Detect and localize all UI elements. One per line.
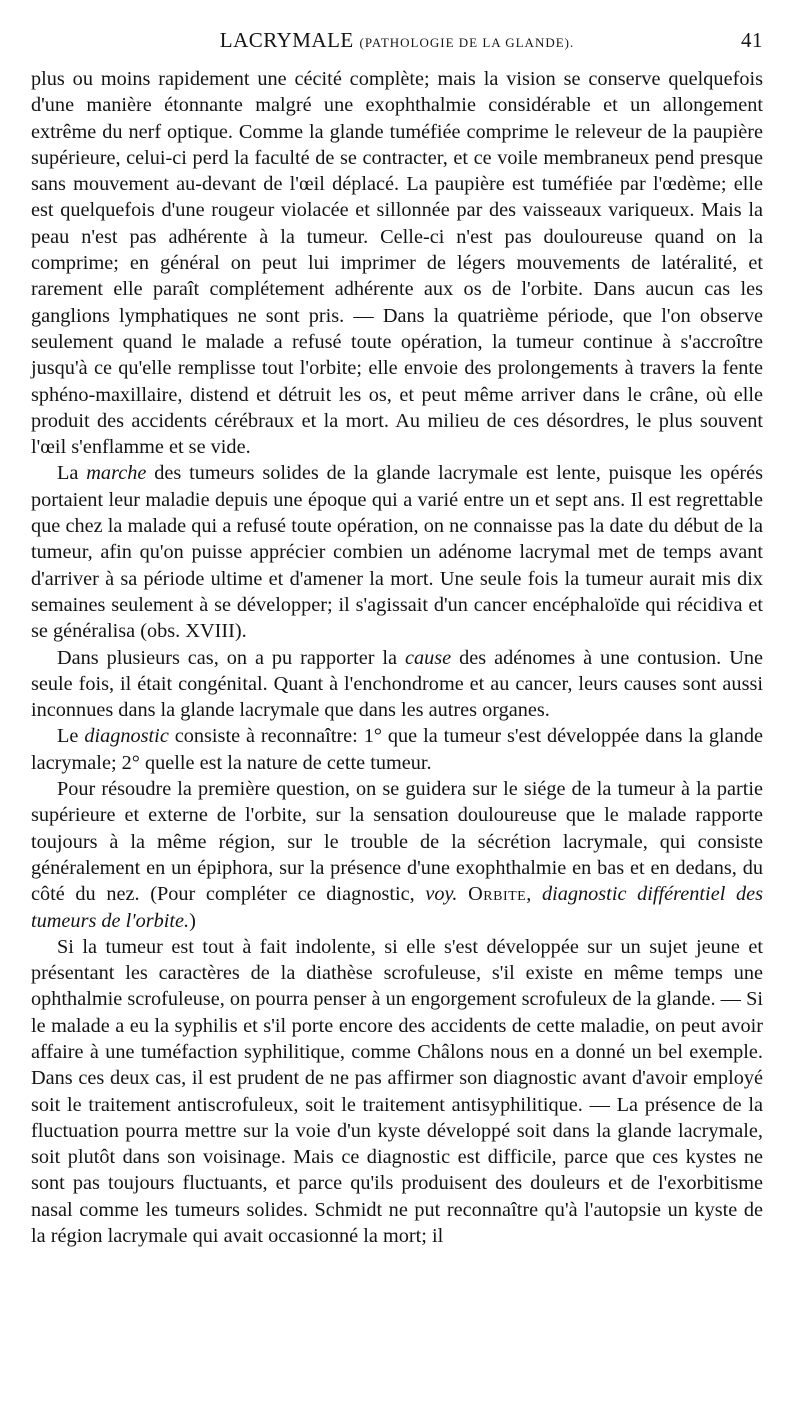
- header-title: LACRYMALE: [219, 28, 354, 52]
- emphasis-marche: marche: [86, 462, 147, 485]
- running-header: [31, 28, 763, 54]
- paragraph-1: plus ou moins rapidement une cécité complète; mais la vision se conserve quelquefois d'une manière étonnante malgré une exophthalmie considérable et un allongement extrême du nerf optique. Comme la glande tuméfiée comprime le releveur de la paupière supérieure, celui-ci perd la faculté de se contracter, et ce voile membraneux pend presque sans mouvement au-devant de l'œil déplacé. La paupière est tuméfiée par l'œdème; elle est quelquefois d'une rougeur violacée et sillonnée par des vaisseaux variqueux. Mais la peau n'est pas adhérente à la tumeur. Celle-ci n'est pas douloureuse quand on la comprime; en général on peut lui imprimer de légers mouvements de latéralité, et rarement elle paraît complétement adhérente aux os de l'orbite. Dans aucun cas les ganglions lymphatiques ne sont pris. — Dans la quatrième période, que l'on observe seulement quand le malade a refusé toute opération, la tumeur continue à s'accroître jusqu'à ce qu'elle remplisse tout l'orbite; elle envoie des prolongements à travers la fente sphéno-maxillaire, distend et détruit les os, et peut même arriver dans le crâne, où elle produit des accidents cérébraux et la mort. Au milieu de ces désordres, le plus souvent l'œil s'enflamme et se vide.: [31, 68, 763, 459]
- emphasis-diagnostic-differentiel: diagnostic différentiel des tumeurs de l'orbite.: [31, 883, 764, 932]
- paragraph-2: La marche des tumeurs solides de la glande lacrymale est lente, puisque les opérés portaient leur maladie depuis une époque qui a varié entre un et sept ans. Il est regrettable que chez la malade qui a refusé toute opération, on ne connaisse pas la date du début de la tumeur, afin qu'on puisse apprécier combien un adénome lacrymal met de temps avant d'arriver à sa période ultime et d'amener la mort. Une seule fois la tumeur aurait mis dix semaines seulement à se développer; il s'agissait d'un cancer encéphaloïde qui récidiva et se généralisa (obs. XVIII).: [31, 462, 763, 643]
- emphasis-diagnostic: diagnostic: [84, 725, 169, 748]
- paragraph-3: Dans plusieurs cas, on a pu rapporter la cause des adénomes à une contusion. Une seule fois, il était congénital. Quant à l'enchondrome et au cancer, leurs causes sont aussi inconnues dans la glande lacrymale que dans les autres organes.: [31, 646, 763, 722]
- cross-reference-orbite: Orbite: [468, 883, 527, 906]
- paragraph-6: Si la tumeur est tout à fait indolente, si elle s'est développée sur un sujet jeune et présentant les caractères de la diathèse scrofuleuse, s'il existe en même temps une ophthalmie scrofuleuse, on pourra penser à un engorgement scrofuleux de la glande. — Si le malade a eu la syphilis et s'il porte encore des accidents de cette maladie, on peut avoir affaire à une tuméfaction syphilitique, comme Châlons nous en a donné un bel exemple. Dans ces deux cas, il est prudent de ne pas affirmer son diagnostic avant d'avoir employé soit le traitement antiscrofuleux, soit le traitement antisyphilitique. — La présence de la fluctuation pourra mettre sur la voie d'un kyste développé soit dans la glande lacrymale, soit plutôt dans son voisinage. Mais ce diagnostic est difficile, parce que ces kystes ne sont pas toujours fluctuants, et parce qu'ils produisent des douleurs et de l'exorbitisme nasal comme les tumeurs solides. Schmidt ne put reconnaître qu'à l'autopsie un kyste de la région lacrymale qui avait occasionné la mort; il: [31, 935, 763, 1248]
- paragraph-5: Pour résoudre la première question, on se guidera sur le siége de la tumeur à la partie supérieure et externe de l'orbite, sur la sensation douloureuse que le malade rapporte toujours à la même région, sur le trouble de la sécrétion lacrymale, qui consiste généralement en un épiphora, sur la présence d'une exophthalmie en bas et en dedans, du côté du nez. (Pour compléter ce diagnostic, voy. Orbite, diagnostic différentiel des tumeurs de l'orbite.): [31, 778, 764, 932]
- body-text: [31, 66, 763, 1249]
- header-subtitle: (PATHOLOGIE DE LA GLANDE).: [359, 35, 575, 50]
- page-number: 41: [741, 28, 763, 52]
- document-page: [31, 28, 763, 1249]
- emphasis-cause: cause: [404, 646, 452, 669]
- emphasis-voy: voy.: [425, 883, 458, 906]
- paragraph-4: Le diagnostic consiste à reconnaître: 1° que la tumeur s'est développée dans la glande lacrymale; 2° quelle est la nature de cette tumeur.: [31, 725, 763, 774]
